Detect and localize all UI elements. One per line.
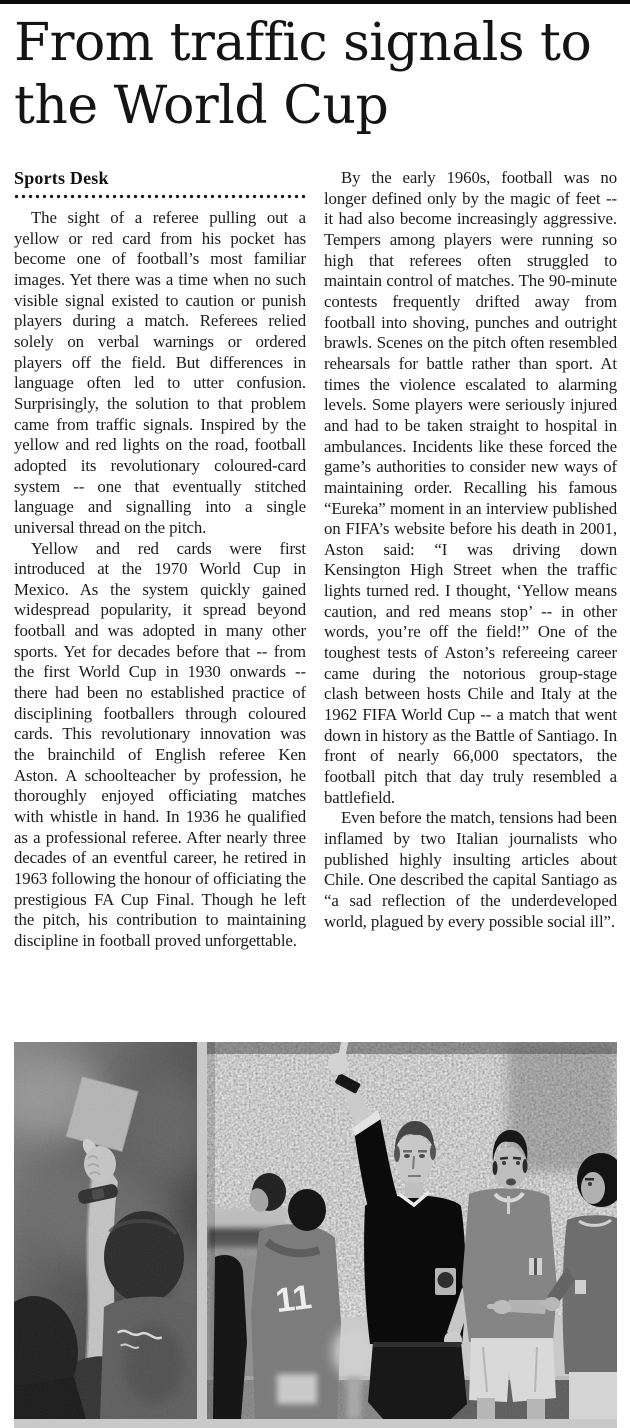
byline-dotted-rule: [14, 194, 306, 199]
open-mouth: [506, 1179, 516, 1186]
referee-photo: [207, 1042, 617, 1419]
byline: Sports Desk: [14, 168, 109, 188]
article-headline: From traffic signals to the World Cup: [14, 13, 592, 136]
background-player-silhouette: [213, 1255, 247, 1419]
referee-pants: [368, 1342, 467, 1419]
pointing-hand: [487, 1304, 502, 1309]
photo-strip: [14, 1042, 617, 1428]
article-content: [14, 4, 617, 952]
referee-badge: [435, 1268, 456, 1295]
film-grain: [14, 1042, 197, 1419]
card-photo: [14, 1042, 197, 1419]
paragraph-3: By the early 1960s, football was no longer defined only by the magic of feet -- it had also become increasingly aggressive. Tempers among players were running so high that referees often struggled to maintain control of matches. The 90-minute contests frequently drifted away from football into shoving, punches and outright brawls. Scenes on the pitch often resembled rehearsals for battle rather than sport. At times the violence escalated to alarming levels. Some players were seriously injured and had to be taken straight to hospital in ambulances. Incidents like these forced the game’s authorities to consider new ways of maintaining order. Recalling his famous “Eureka” moment in an interview published on FIFA’s website before his death in 2001, Aston said: “I was driving down Kensington High Street when the traffic lights turned red. I thought, ‘Yellow means caution, and red means stop’ -- in other words, you’re off the field!” One of the toughest tests of Aston’s refereeing career came during the notorious group-stage clash between hosts Chile and Italy at the 1962 FIFA World Cup -- a match that went down in history as the Battle of Santiago. In front of nearly 66,000 spectators, the football pitch that day truly resembled a battlefield.: [324, 168, 617, 807]
player-head: [288, 1189, 326, 1231]
player-head: [493, 1130, 528, 1189]
paragraph-4: Even before the match, tensions had been inflamed by two Italian journalists who published highly insulting articles about Chile. One described the capital Santiago as “a sad reflection of the underdeveloped world, plagued by every possible social ill”.: [324, 808, 617, 931]
paragraph-2: Yellow and red cards were first introduced at the 1970 World Cup in Mexico. As the system quickly gained widespread popularity, it spread beyond football and was adopted in many other sports. Yet for decades before that -- from the first World Cup in 1930 onwards -- there had been no established practice of disciplining footballers through coloured cards. This revolutionary innovation was the brainchild of English referee Ken Aston. A schoolteacher by profession, he thoroughly enjoyed officiating matches with whistle in hand. In 1936 he qualified as a professional referee. After nearly three decades of an eventful career, he retired in 1963 following the honour of officiating the prestigious FA Cup Final. Though he left the pitch, his contribution to maintaining discipline in football proved unforgettable.: [14, 538, 306, 950]
jersey-badge: [529, 1258, 542, 1275]
paragraph-1: The sight of a referee pulling out a yellow or red card from his pocket has become one of football’s most familiar images. Yet there was a time when no such visible signal existed to caution or punish players during a match. Referees relied solely on verbal warnings or ordered players off the field. But differences in language often led to utter confusion. Surprisingly, the solution to that problem came from traffic signals. Inspired by the yellow and red lights on the road, football adopted its revolutionary coloured-card system -- one that eventually stitched language and signalling into a single universal thread on the pitch.: [14, 208, 306, 537]
column-left: [14, 168, 306, 952]
jersey-number: 11: [273, 1278, 314, 1321]
column-right: [324, 168, 617, 952]
article-columns: [14, 168, 617, 952]
jersey-badge: [575, 1280, 586, 1294]
white-shorts: [569, 1372, 617, 1419]
